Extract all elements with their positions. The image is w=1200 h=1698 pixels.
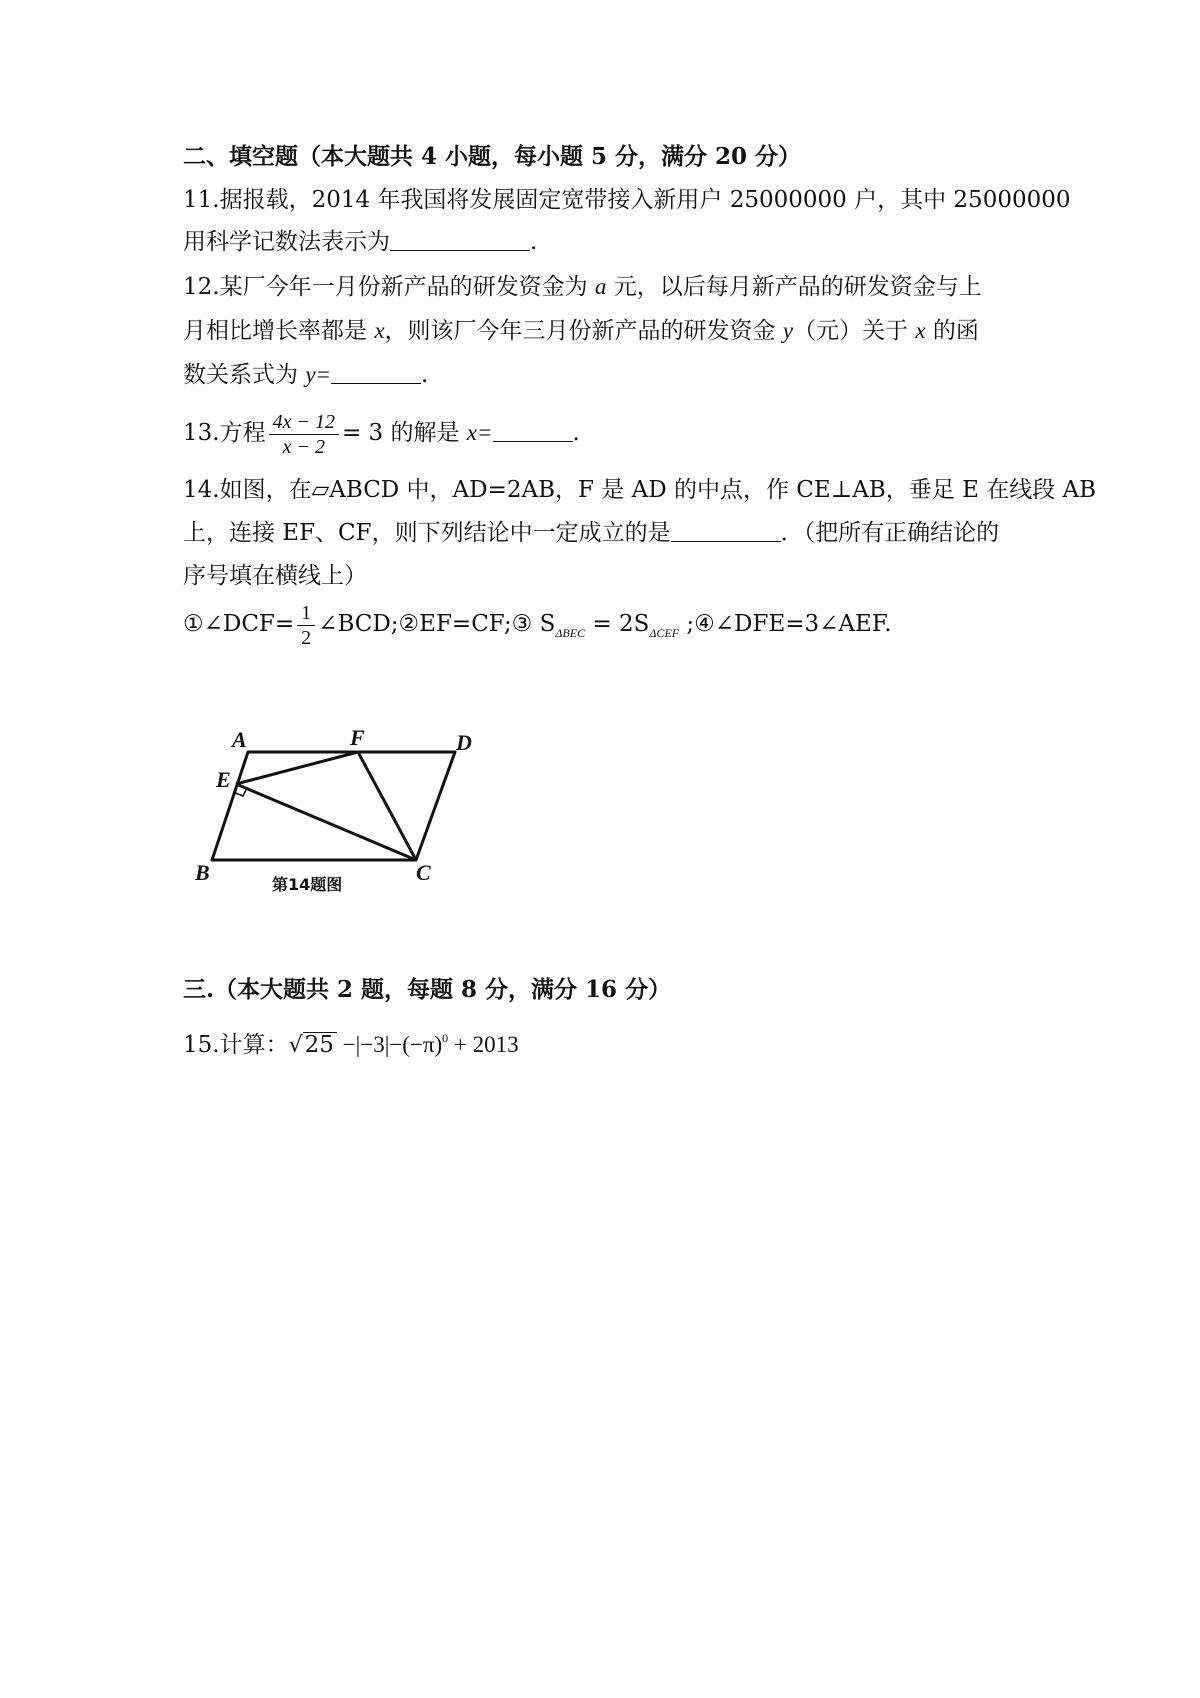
label-a: A bbox=[232, 727, 247, 752]
q13-fraction: $\frac{4x - 12}{x - 2}$ bbox=[269, 410, 339, 459]
q14-half-fraction: $\frac{1}{2}$ bbox=[297, 601, 315, 650]
q11-line1: 11.据报载，2014 年我国将发展固定宽带接入新用户 25000000 户，其中 25000000 bbox=[183, 187, 1071, 213]
q12-answer-blank bbox=[331, 361, 421, 384]
parallelogram-abcd bbox=[212, 752, 455, 860]
sqrt-sign: √ bbox=[288, 1033, 303, 1058]
figure-caption: 第14题图 bbox=[272, 875, 343, 894]
q12-line2: 月相比增长率都是 x，则该厂今年三月份新产品的研发资金 y（元）关于 x 的函 bbox=[183, 318, 979, 344]
q12-line1: 12.某厂今年一月份新产品的研发资金为 a 元，以后每月新产品的研发资金与上 bbox=[183, 274, 982, 300]
label-f: F bbox=[350, 725, 365, 750]
segment-ef bbox=[236, 752, 358, 784]
segment-fc bbox=[358, 752, 416, 860]
q11-answer-blank bbox=[390, 228, 530, 251]
q14-line2: 上，连接 EF、CF，则下列结论中一定成立的是 ．（把所有正确结论的 bbox=[183, 520, 1000, 546]
q14-line1: 14.如图，在▱ABCD 中，AD=2AB，F 是 AD 的中点，作 CE⊥AB，垂足 E 在线段 AB bbox=[183, 477, 1097, 503]
q14-answer-blank bbox=[671, 519, 781, 542]
label-e: E bbox=[216, 767, 231, 792]
segment-ec bbox=[236, 784, 416, 860]
section-3-heading: 三.（本大题共 2 题，每题 8 分，满分 16 分） bbox=[183, 976, 672, 1003]
q11-text: 用科学记数法表示为 bbox=[183, 229, 390, 255]
q15-line: 15.计算：$√25 -|-3|-(-\pi)^0 + 2013$ bbox=[183, 1031, 519, 1058]
q13-line: 13.方程 $\frac{4x - 12}{x - 2}$ = 3 的解是 x= . bbox=[183, 410, 580, 458]
label-d: D bbox=[456, 730, 472, 755]
q14-options: ①∠DCF= $\frac{1}{2}$ ∠BCD;②EF=CF;③ $S_{\Delta BEC} = 2S_{\Delta CEF}$ ;④∠DFE=3∠AEF. bbox=[183, 601, 892, 649]
q12-line3: 数关系式为 y= . bbox=[183, 362, 429, 388]
section-2-heading: 二、填空题（本大题共 4 小题，每小题 5 分，满分 20 分） bbox=[183, 143, 802, 170]
q11-line2: 用科学记数法表示为 . bbox=[183, 229, 538, 255]
q14-line3: 序号填在横线上） bbox=[183, 563, 367, 589]
q13-answer-blank bbox=[493, 419, 573, 442]
label-b: B bbox=[195, 860, 210, 880]
label-c: C bbox=[416, 860, 431, 880]
q14-parallelogram-figure bbox=[180, 720, 480, 880]
